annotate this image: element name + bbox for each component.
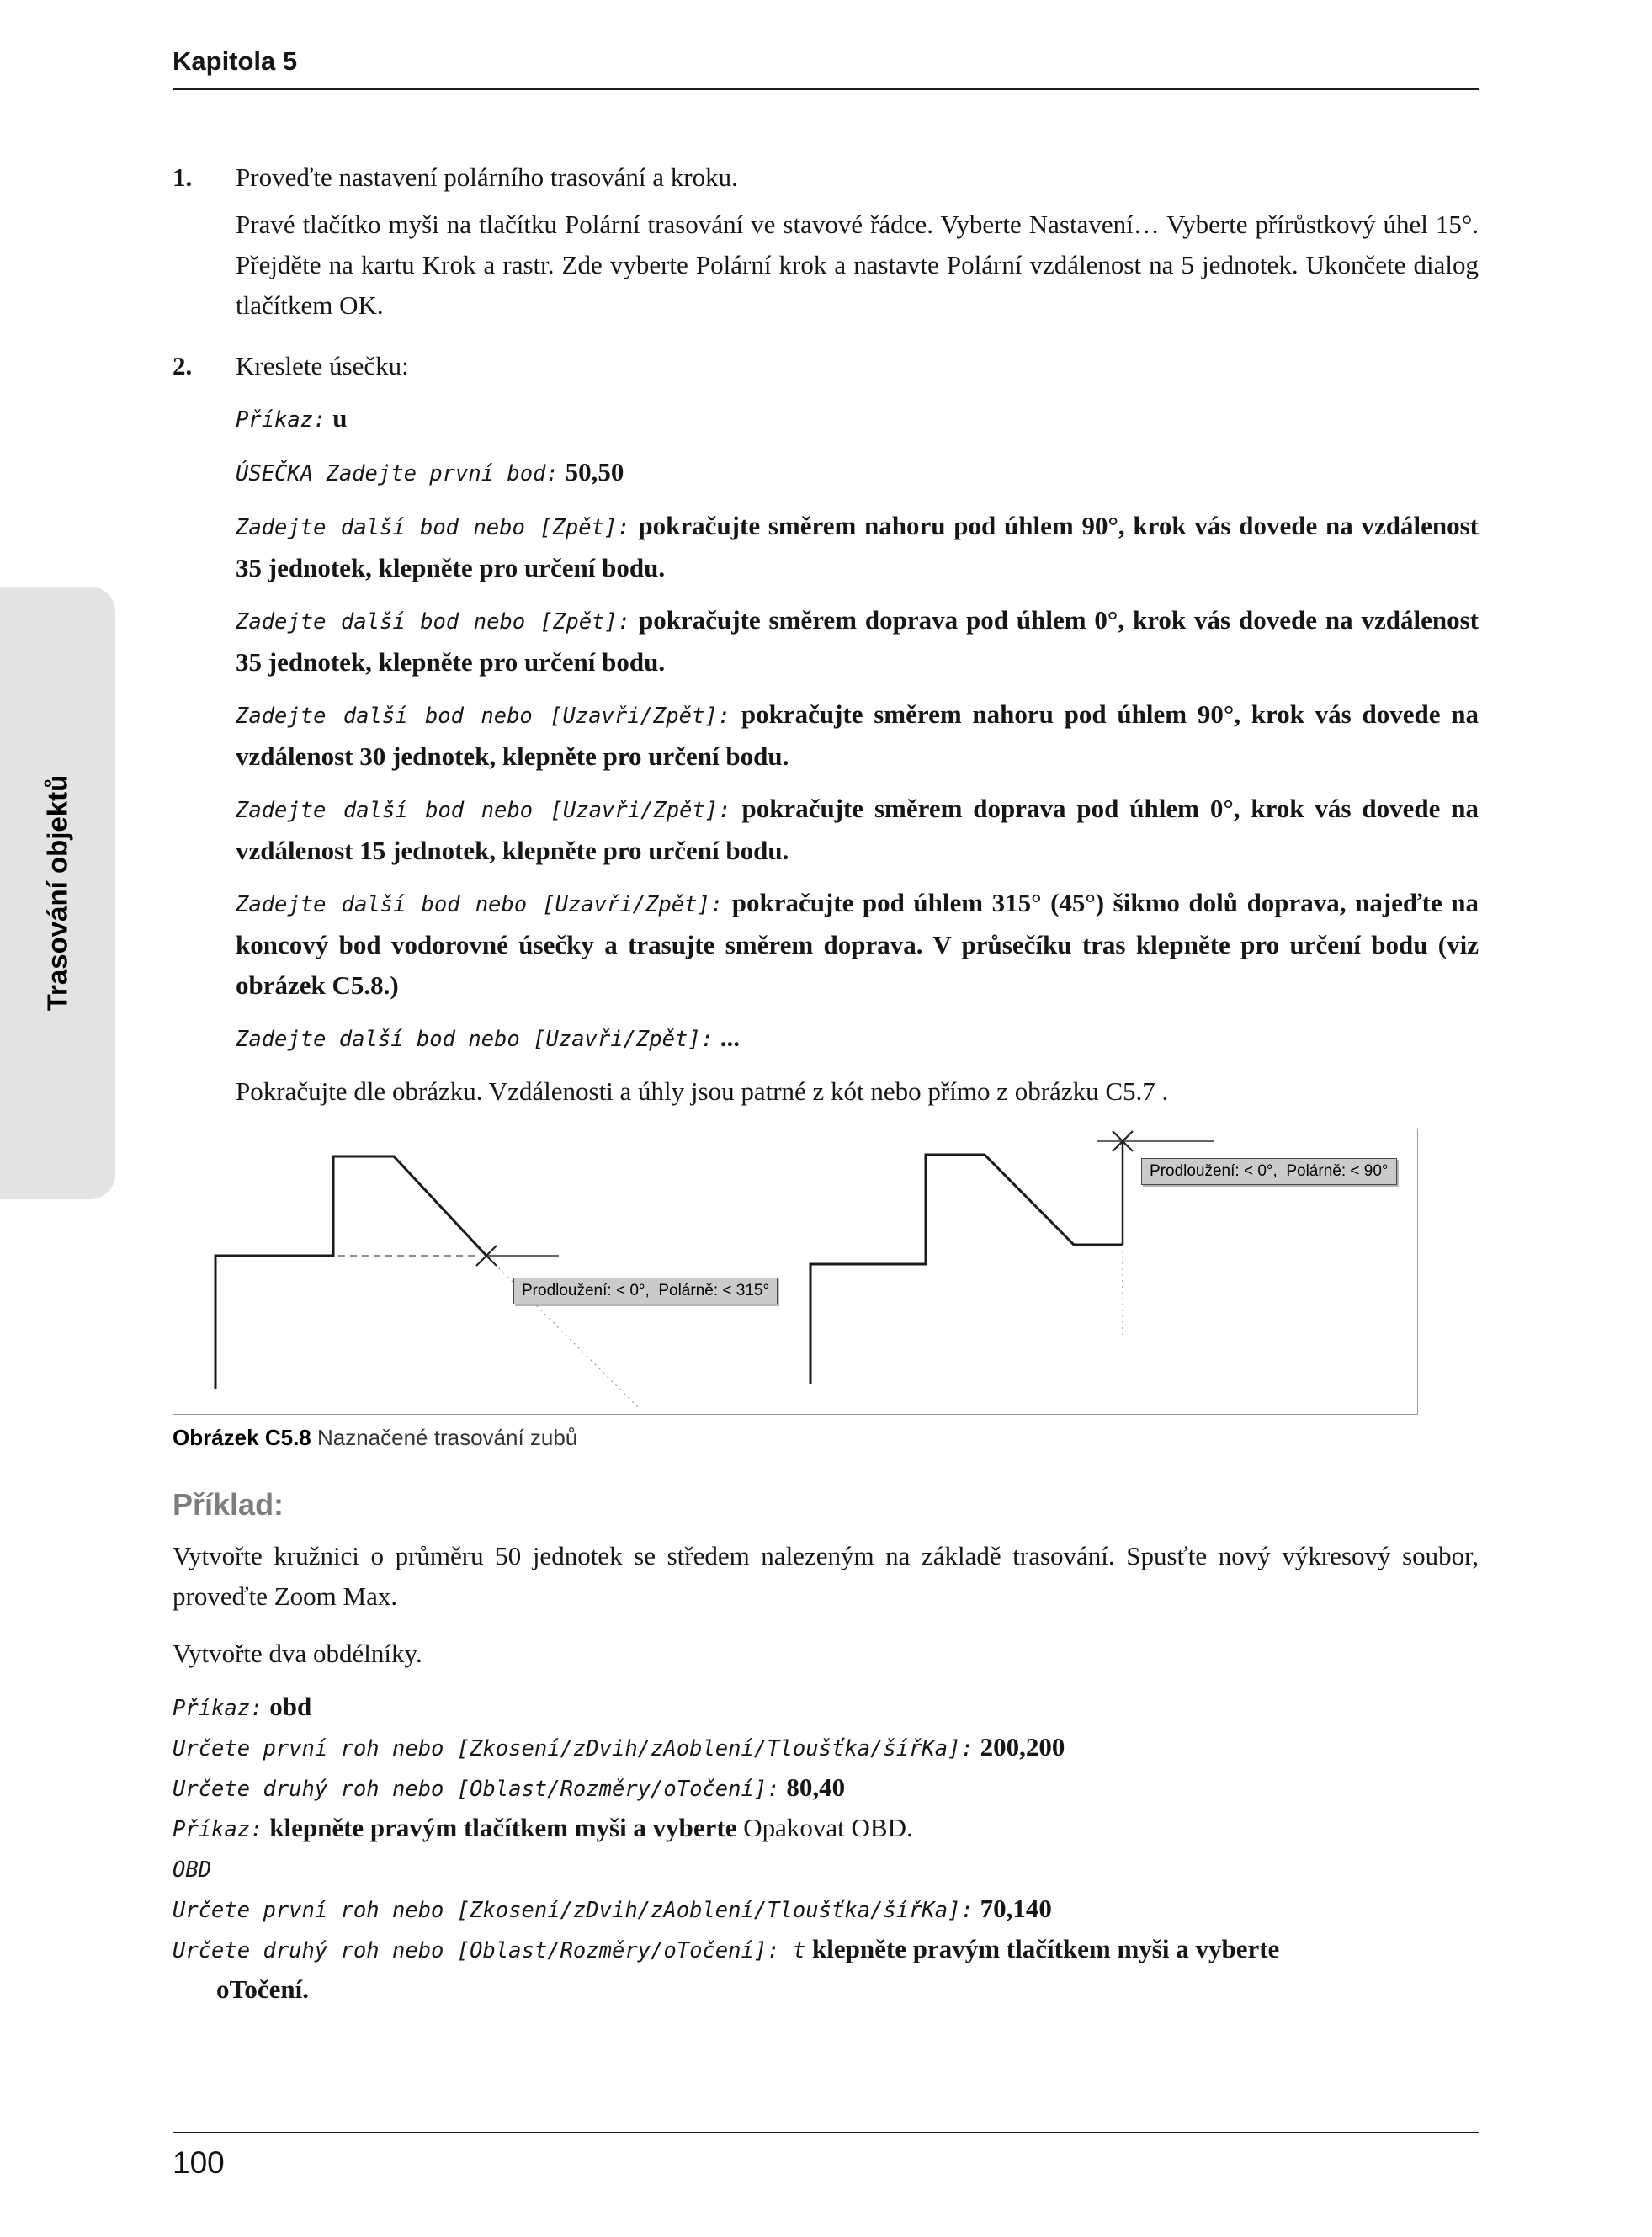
- example-command-line: [173, 1889, 1479, 1930]
- command-line: [236, 1018, 1479, 1060]
- caption-text: Naznačené trasování zubů: [316, 1425, 578, 1450]
- example-command-line: [173, 1687, 1479, 1728]
- tracking-tooltip-90: Prodloužení: < 0°, Polárně: < 90°: [1141, 1158, 1397, 1185]
- example-command-line: [173, 1849, 1479, 1889]
- page-number: 100: [173, 2145, 225, 2180]
- command-prompt: Určete první roh nebo [Zkosení/zDvih/zAoblení/Tloušťka/šířKa]:: [173, 1898, 974, 1923]
- command-prompt: Příkaz:: [173, 1817, 263, 1842]
- command-line: [236, 883, 1479, 1006]
- step-1: [173, 157, 1479, 198]
- tracking-tooltip-315: Prodloužení: < 0°, Polárně: < 315°: [513, 1278, 778, 1304]
- command-prompt: Určete druhý roh nebo [Oblast/Rozměry/oTočení]: t: [173, 1938, 806, 1963]
- command-response: pokračujte směrem nahoru pod úhlem 90°, krok vás dovede na vzdálenost 30 jednotek, klepněte pro určení bodu.: [236, 699, 1479, 771]
- command-line: [236, 694, 1479, 777]
- tooth-profile-left: [215, 1156, 486, 1389]
- command-prompt: Příkaz:: [236, 407, 327, 433]
- example-command-block: [173, 1687, 1479, 2009]
- example-paragraph: Vytvořte kružnici o průměru 50 jednotek se středem nalezeným na základě trasování. Spusťte nový výkresový soubor, proveďte Zoom Max.: [173, 1541, 1479, 1611]
- command-response: pokračujte směrem doprava pod úhlem 0°, krok vás dovede na vzdálenost 35 jednotek, klepněte pro určení bodu.: [236, 605, 1479, 677]
- example-command-line: [216, 1970, 1479, 2009]
- step-title: Kreslete úsečku:: [236, 351, 409, 380]
- content-column: [173, 46, 1479, 2009]
- command-prompt: Zadejte další bod nebo [Uzavři/Zpět]:: [236, 704, 731, 729]
- page-footer: [173, 2132, 1479, 2181]
- command-response: ...: [720, 1023, 741, 1052]
- tooth-profile-right: [810, 1155, 1123, 1384]
- paragraph-after-commands: Pokračujte dle obrázku. Vzdálenosti a úhly jsou patrné z kót nebo přímo z obrázku C5.7 .: [236, 1076, 1169, 1106]
- example-command-line: [173, 1930, 1479, 1970]
- command-line: [236, 789, 1479, 871]
- example-command-line: [173, 1809, 1479, 1849]
- example-command-line: [173, 1768, 1479, 1809]
- figure-caption: [173, 1423, 1479, 1452]
- command-prompt: Zadejte další bod nebo [Uzavři/Zpět]:: [236, 798, 731, 823]
- caption-label: Obrázek C5.8: [173, 1425, 311, 1450]
- command-note: Opakovat OBD.: [743, 1813, 913, 1842]
- example-paragraph: Vytvořte dva obdélníky.: [173, 1639, 422, 1668]
- chapter-header: [173, 46, 1479, 90]
- step-number: 1.: [173, 162, 193, 192]
- example-heading: Příklad:: [173, 1487, 284, 1522]
- chapter-title: Kapitola 5: [173, 46, 298, 76]
- command-response: 50,50: [565, 457, 624, 486]
- command-prompt: OBD: [173, 1857, 212, 1883]
- command-prompt: Zadejte další bod nebo [Uzavři/Zpět]:: [236, 1027, 714, 1052]
- command-prompt: Určete druhý roh nebo [Oblast/Rozměry/oTočení]:: [173, 1777, 780, 1802]
- command-response: u: [332, 403, 348, 433]
- command-response: pokračujte pod úhlem 315° (45°) šikmo dolů doprava, najeďte na koncový bod vodorovné úsečky a trasujte směrem doprava. V průsečíku tras klepněte pro určení bodu (viz obrázek C5.8.): [236, 888, 1479, 1000]
- command-prompt: ÚSEČKA Zadejte první bod:: [236, 461, 559, 486]
- command-response: 70,140: [980, 1894, 1052, 1923]
- command-prompt: Zadejte další bod nebo [Zpět]:: [236, 609, 631, 635]
- command-response: oTočení.: [216, 1974, 309, 2004]
- command-response: obd: [269, 1692, 312, 1721]
- command-line: [236, 452, 1479, 494]
- command-response: pokračujte směrem nahoru pod úhlem 90°, krok vás dovede na vzdálenost 35 jednotek, klepněte pro určení bodu.: [236, 511, 1479, 582]
- sidebar-tab: [0, 587, 115, 1199]
- command-prompt: Zadejte další bod nebo [Uzavři/Zpět]:: [236, 892, 724, 917]
- command-line: [236, 600, 1479, 683]
- command-prompt: Určete první roh nebo [Zkosení/zDvih/zAoblení/Tloušťka/šířKa]:: [173, 1736, 974, 1761]
- step-title: Proveďte nastavení polárního trasování a kroku.: [236, 162, 738, 192]
- step-2: [173, 346, 1479, 386]
- step-1-body: Pravé tlačítko myši na tlačítku Polární trasování ve stavové řádce. Vyberte Nastavení… Vyberte přírůstkový úhel 15°. Přejděte na kartu Krok a rastr. Zde vyberte Polární krok a nastavte Polární vzdálenost na 5 jednotek. Ukončete dialog tlačítkem OK.: [236, 210, 1479, 320]
- command-response: klepněte pravým tlačítkem myši a vyberte: [269, 1813, 737, 1842]
- command-line: [236, 398, 1479, 440]
- command-response: klepněte pravým tlačítkem myši a vyberte: [812, 1934, 1280, 1963]
- command-prompt: Příkaz:: [173, 1696, 263, 1721]
- command-prompt: Zadejte další bod nebo [Zpět]:: [236, 515, 630, 540]
- command-response: pokračujte směrem doprava pod úhlem 0°, krok vás dovede na vzdálenost 15 jednotek, klepněte pro určení bodu.: [236, 794, 1479, 865]
- command-line: [236, 506, 1479, 588]
- command-response: 80,40: [786, 1772, 846, 1802]
- step-number: 2.: [173, 351, 193, 380]
- command-response: 200,200: [980, 1732, 1065, 1761]
- example-command-line: [173, 1728, 1479, 1768]
- figure-box: [173, 1129, 1418, 1415]
- sidebar-label: Trasování objektů: [41, 774, 73, 1012]
